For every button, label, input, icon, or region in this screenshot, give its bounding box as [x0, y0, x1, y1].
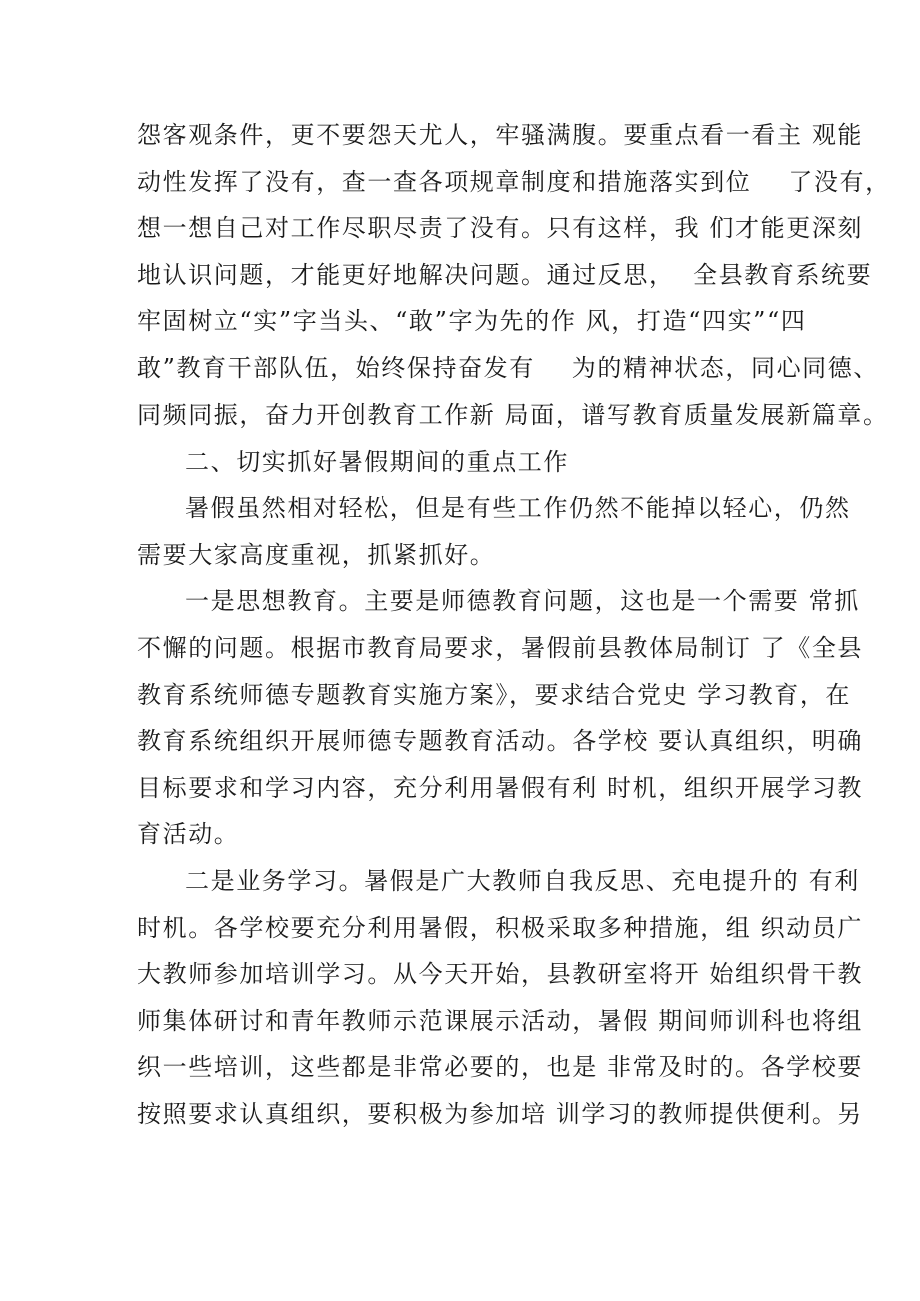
body-text-line: 教育系统师德专题教育实施方案》，要求结合党史 学习教育，在 [137, 681, 852, 709]
body-text-line: 牢固树立“实”字当头、“敢”字为先的作 风，打造“四实”“四 [137, 307, 807, 335]
body-text-line: 教育系统组织开展师德专题教育活动。各学校 要认真组织，明确 [137, 727, 864, 755]
body-text-line: 需要大家高度重视，抓紧抓好。 [137, 541, 496, 569]
body-text-line: 不懈的问题。根据市教育局要求，暑假前县教体局制订 了《全县 [137, 634, 864, 662]
section-heading: 二、切实抓好暑假期间的重点工作 [185, 448, 569, 476]
body-text-line: 同频同振，奋力开创教育工作新 局面，谱写教育质量发展新篇章。 [137, 401, 889, 429]
body-text-line: 怨客观条件，更不要怨天尤人，牢骚满腹。要重点看一看主 观能 [137, 121, 864, 149]
paragraph-first-line: 二是业务学习。暑假是广大教师自我反思、充电提升的 有利 [185, 867, 860, 895]
body-text-line: 师集体研讨和青年教师示范课展示活动，暑假 期间师训科也将组 [137, 1007, 864, 1035]
paragraph-first-line: 一是思想教育。主要是师德教育问题，这也是一个需要 常抓 [185, 587, 860, 615]
body-text-line: 按照要求认真组织，要积极为参加培 训学习的教师提供便利。另 [137, 1100, 864, 1128]
body-text-line: 育活动。 [137, 820, 240, 848]
body-text-line: 时机。各学校要充分利用暑假，积极采取多种措施，组 织动员广 [137, 914, 864, 942]
body-text-line: 织一些培训，这些都是非常必要的，也是 非常及时的。各学校要 [137, 1053, 864, 1081]
body-text-line: 想一想自己对工作尽职尽责了没有。只有这样，我 们才能更深刻 [137, 214, 864, 242]
body-text-line: 动性发挥了没有，查一查各项规章制度和措施落实到位 了没有， [137, 168, 891, 196]
paragraph-first-line: 暑假虽然相对轻松，但是有些工作仍然不能掉以轻心，仍然 [185, 494, 851, 522]
body-text-line: 大教师参加培训学习。从今天开始，县教研室将开 始组织骨干教 [137, 960, 864, 988]
body-text-line: 目标要求和学习内容，充分利用暑假有利 时机，组织开展学习教 [137, 774, 864, 802]
body-text-line: 敢”教育干部队伍，始终保持奋发有 为的精神状态，同心同德、 [137, 354, 879, 382]
body-text-line: 地认识问题，才能更好地解决问题。通过反思， 全县教育系统要 [137, 261, 873, 289]
